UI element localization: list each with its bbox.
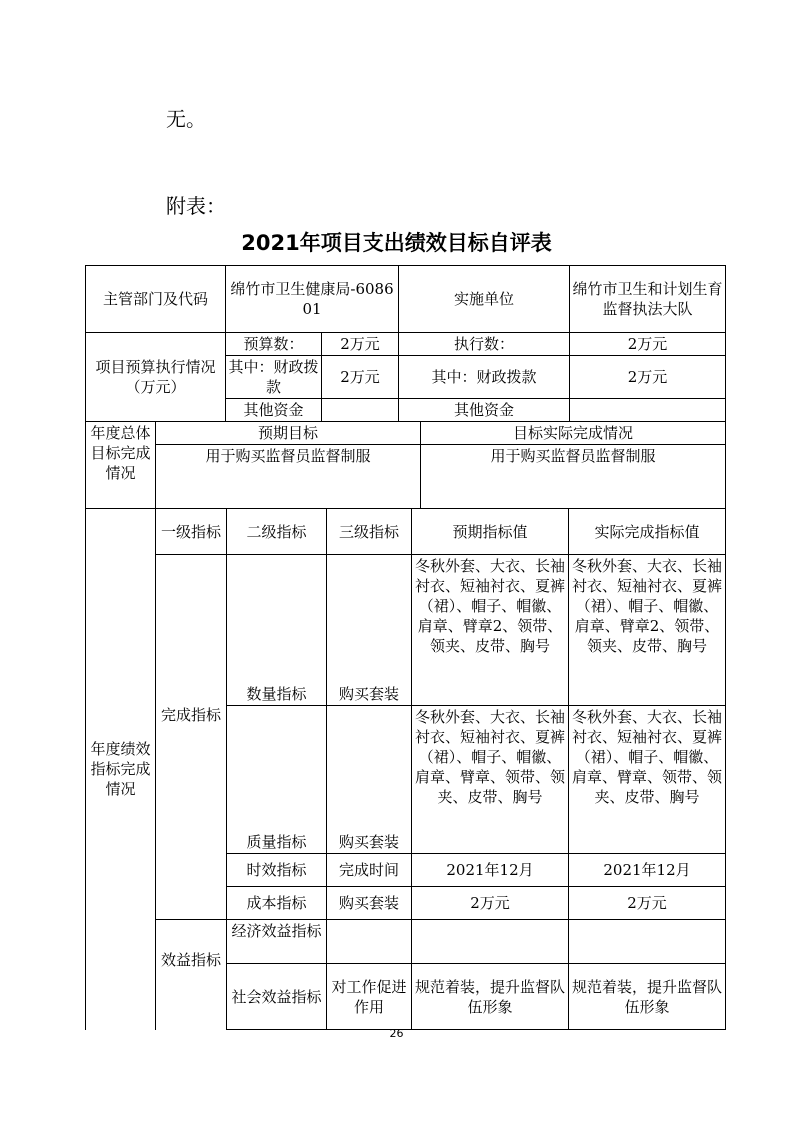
timeliness-l3: 完成时间 — [327, 854, 412, 887]
level3-header: 三级指标 — [327, 509, 412, 555]
benefit-group-label: 效益指标 — [156, 920, 227, 1030]
impl-unit-value: 绵竹市卫生和计划生育监督执法大队 — [570, 266, 726, 333]
budget-amount-value: 2万元 — [322, 333, 399, 356]
quality-actual: 冬秋外套、大衣、长袖衬衣、短袖衬衣、夏裤（裙）、帽子、帽徽、肩章、臂章、领带、领夹、皮带、胸号 — [569, 706, 726, 854]
timeliness-expected: 2021年12月 — [412, 854, 569, 887]
quality-expected: 冬秋外套、大衣、长袖衬衣、短袖衬衣、夏裤（裙）、帽子、帽徽、肩章、臂章、领带、领夹、皮带、胸号 — [412, 706, 569, 854]
actual-goal-value: 用于购买监督员监督制服 — [421, 445, 726, 509]
self-evaluation-table — [85, 265, 726, 1030]
other-funds-exec-value — [570, 399, 726, 422]
actual-goal-header: 目标实际完成情况 — [421, 422, 726, 445]
social-expected: 规范着装，提升监督队伍形象 — [412, 964, 569, 1030]
social-l2: 社会效益指标 — [227, 964, 327, 1030]
quantity-l2: 数量指标 — [227, 555, 327, 706]
body-paragraph-none: 无。 — [166, 107, 206, 131]
impl-unit-label: 实施单位 — [399, 266, 570, 333]
attachment-label: 附表： — [166, 194, 226, 218]
header-section — [85, 265, 726, 422]
of-which-exec-label: 其中：财政拨款 — [399, 356, 570, 399]
level2-header: 二级指标 — [227, 509, 327, 555]
other-funds-value — [322, 399, 399, 422]
timeliness-actual: 2021年12月 — [569, 854, 726, 887]
quality-l3: 购买套装 — [327, 706, 412, 854]
of-which-label: 其中：财政拨款 — [226, 356, 322, 399]
budget-label: 项目预算执行情况（万元） — [86, 333, 226, 422]
quantity-actual: 冬秋外套、大衣、长袖衬衣、短袖衬衣、夏裤（裙）、帽子、帽徽、肩章、臂章2、领带、领夹、皮带、胸号 — [569, 555, 726, 706]
cost-l2: 成本指标 — [227, 887, 327, 920]
social-actual: 规范着装，提升监督队伍形象 — [569, 964, 726, 1030]
competent-dept-value: 绵竹市卫生健康局-608601 — [226, 266, 399, 333]
budget-amount-label: 预算数： — [226, 333, 322, 356]
exec-amount-value: 2万元 — [570, 333, 726, 356]
exec-amount-label: 执行数： — [399, 333, 570, 356]
economic-expected — [412, 920, 569, 964]
page-number: 26 — [389, 1027, 404, 1040]
table-title: 2021年项目支出绩效目标自评表 — [241, 231, 552, 255]
cost-l3: 购买套装 — [327, 887, 412, 920]
annual-overall-label: 年度总体目标完成情况 — [86, 422, 156, 509]
of-which-exec-value: 2万元 — [570, 356, 726, 399]
indicator-section — [85, 508, 726, 1030]
economic-l3 — [327, 920, 412, 964]
cost-actual: 2万元 — [569, 887, 726, 920]
completion-group-label: 完成指标 — [156, 555, 227, 920]
expected-goal-header: 预期目标 — [156, 422, 421, 445]
level1-header: 一级指标 — [156, 509, 227, 555]
expected-value-header: 预期指标值 — [412, 509, 569, 555]
of-which-value: 2万元 — [322, 356, 399, 399]
indicator-section-label: 年度绩效指标完成情况 — [86, 509, 156, 1030]
overall-goal-section — [85, 421, 726, 509]
quantity-l3: 购买套装 — [327, 555, 412, 706]
timeliness-l2: 时效指标 — [227, 854, 327, 887]
competent-dept-label: 主管部门及代码 — [86, 266, 226, 333]
economic-l2: 经济效益指标 — [227, 920, 327, 964]
expected-goal-value: 用于购买监督员监督制服 — [156, 445, 421, 509]
cost-expected: 2万元 — [412, 887, 569, 920]
quality-l2: 质量指标 — [227, 706, 327, 854]
actual-value-header: 实际完成指标值 — [569, 509, 726, 555]
social-l3: 对工作促进作用 — [327, 964, 412, 1030]
quantity-expected: 冬秋外套、大衣、长袖衬衣、短袖衬衣、夏裤（裙）、帽子、帽徽、肩章、臂章2、领带、领夹、皮带、胸号 — [412, 555, 569, 706]
economic-actual — [569, 920, 726, 964]
other-funds-exec-label: 其他资金 — [399, 399, 570, 422]
other-funds-label: 其他资金 — [226, 399, 322, 422]
